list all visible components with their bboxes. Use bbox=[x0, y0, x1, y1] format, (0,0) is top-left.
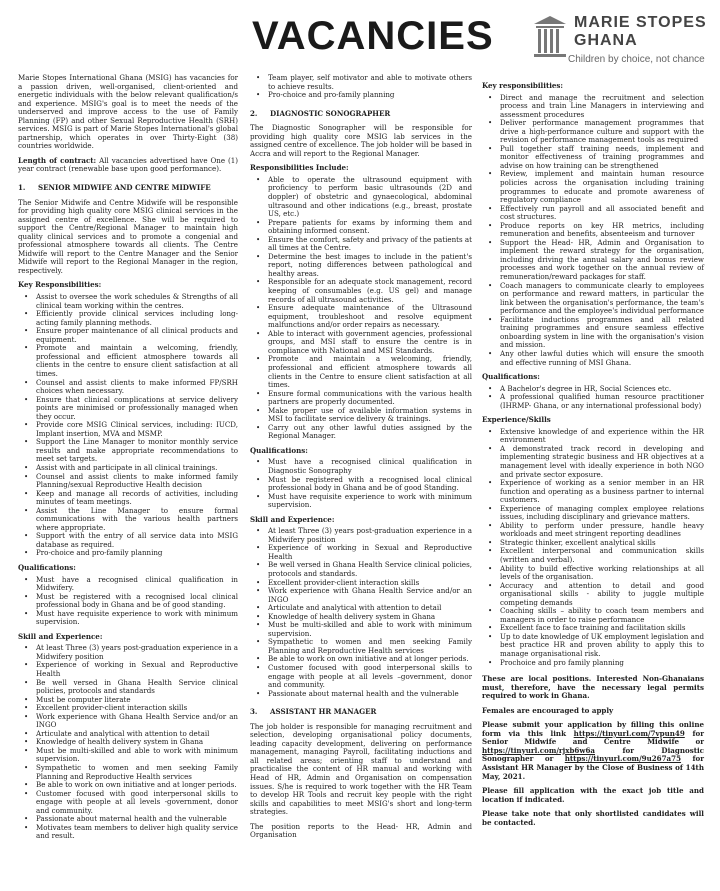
list-item: • Sympathetic to women and men seeking Family Planning and Reproductive Health services bbox=[18, 764, 238, 781]
list-item: • Ensure that clinical complications at service delivery points are minimised or professionally managed when they occur. bbox=[18, 396, 238, 422]
list-item: • Motivates team members to deliver high quality service and result. bbox=[18, 824, 238, 841]
list-item: • Assist the Line Manager to ensure formal communications with the various health partners where appropriate. bbox=[18, 507, 238, 533]
marie-stopes-logo bbox=[534, 10, 714, 70]
section-heading-sonographer: 2. DIAGNOSTIC SONOGRAPHER bbox=[250, 108, 391, 118]
section-heading-assistant-hr: 3. ASSISTANT HR MANAGER bbox=[250, 707, 377, 717]
list-item: • Accuracy and attention to detail and good organisational skills - ability to juggle multiple competing demands bbox=[482, 582, 704, 608]
list-item: • Work experience with Ghana Health Service and/or an INGO bbox=[250, 587, 472, 604]
intro-paragraph: Marie Stopes International Ghana (MSIG) has vacancies for a passion driven, well-organised, client-oriented and energetic individuals with the below relevant qualification/s and experience. MSIG's goal is to meet the needs of the underserved and improve access to the use of Family Planning (FP) and other Sexual Reproductive Health (SRH) services. MSIG is part of Marie Stopes International's global partnership, which operates in over Thirty-Eight (38) countries worldwide. bbox=[18, 73, 238, 151]
list-item: • Prepare patients for exams by informing them and obtaining informed consent. bbox=[250, 219, 472, 236]
list-item: • Up to date knowledge of UK employment legislation and best practice HR and proven ability to apply this to manage organisational risk. bbox=[482, 633, 704, 659]
list-item: • Pro-choice and pro-family planning bbox=[18, 549, 238, 558]
list-item: • Ensure proper maintenance of all clinical products and equipment. bbox=[18, 327, 238, 344]
list-item: • Experience of managing complex employee relations issues, including disciplinary and grievance matters. bbox=[482, 505, 704, 522]
section3-skills bbox=[482, 428, 704, 667]
list-item: • Extensive knowledge of and experience within the HR environment bbox=[482, 428, 704, 445]
list-item: • Must be multi-skilled and able to work with minimum supervision. bbox=[250, 621, 472, 638]
column-middle bbox=[250, 74, 472, 846]
list-item: • Support the Head- HR, Admin and Organisation to implement the reward strategy for the organisation, including driving the annual salary and bonus review processes and work together on the annual review of remuneration/reward packages for staff. bbox=[482, 239, 704, 282]
list-item: • Produce reports on key HR metrics, including remuneration and benefits, absenteeism and turnover bbox=[482, 222, 704, 239]
list-item: • Promote and maintain a welcoming, friendly, professional and efficient atmosphere towards all clients in the Centre to ensure client satisfaction at all times. bbox=[250, 355, 472, 389]
contract-paragraph bbox=[18, 157, 238, 174]
section1-skill-heading: Skill and Experience: bbox=[18, 631, 103, 641]
col2-top-bullets bbox=[250, 74, 472, 100]
section2-skills bbox=[250, 527, 472, 698]
list-item: • Assist to oversee the work schedules & Strengths of all clinical team working within the centres. bbox=[18, 293, 238, 310]
list-item: • Efficiently provide clinical services including long-acting family planning methods. bbox=[18, 310, 238, 327]
list-item: • Pro-choice and pro-family planning bbox=[250, 91, 472, 100]
list-item: • Be able to work on own initiative and at longer periods. bbox=[250, 655, 472, 664]
list-item: • Counsel and assist clients to make informed FP/SRH choices when necessary. bbox=[18, 379, 238, 396]
list-item: • Customer focused with good interpersonal skills to engage with people at all levels –government, donor and community. bbox=[250, 664, 472, 690]
section3-intro: The job holder is responsible for managing recruitment and selection, developing organisational policy documents, leading capacity development, delivering on performance management, managing Payroll, facilitating inductions and all related areas; orienting staff to understand and practicalise the content of HR manual and working with Head of HR, Admin and Organisation on compensation issues. S/he is required to work together with the HR Team to develop HR Tools and recruit key people with the right skills and capabilities to meet MSIG's short and long-term strategies. bbox=[250, 721, 472, 817]
list-item: • Facilitate inductions programmes and all related training programmes and ensure seamless effective onboarding system in line with the organisation's vision and mission. bbox=[482, 316, 704, 350]
section3-reports: The position reports to the Head- HR, Admin and Organisation bbox=[250, 821, 472, 840]
list-item: • Pull together staff training needs, implement and monitor effectiveness of training programmes and advise on how training can be strengthened bbox=[482, 145, 704, 171]
list-item: • Ability to perform under pressure, handle heavy workloads and meet stringent reporting deadlines bbox=[482, 522, 704, 539]
section3-qual-heading: Qualifications: bbox=[482, 372, 540, 382]
section1-responsibilities bbox=[18, 293, 238, 558]
list-item: • Keep and manage all records of activities, including minutes of team meetings. bbox=[18, 490, 238, 507]
section2-qualifications bbox=[250, 458, 472, 509]
section1-qual-heading: Qualifications: bbox=[18, 562, 76, 572]
list-item: • Must be registered with a recognised local clinical professional body in Ghana and be of good Standing. bbox=[250, 476, 472, 493]
section1-qualifications bbox=[18, 576, 238, 627]
page-title: VACANCIES bbox=[252, 14, 494, 58]
logo-name-line1: MARIE STOPES bbox=[574, 14, 707, 31]
list-item: • Be well versed in Ghana Health Service clinical policies, protocols and standards. bbox=[250, 561, 472, 578]
shortlisted-note: Please take note that only shortlisted candidates will be contacted. bbox=[482, 809, 704, 827]
list-item: • Able to interact with government agencies, professional groups, and MSI staff to ensure the centre is in compliance with National and MSI Standards. bbox=[250, 330, 472, 356]
contract-text: All vacancies advertised have One (1) year contract (renewable base upon good performance). bbox=[18, 155, 239, 174]
list-item: • Knowledge of health delivery system in Ghana bbox=[18, 738, 238, 747]
list-item: • Excellent provider-client interaction skills bbox=[250, 579, 472, 588]
link-midwife-form[interactable]: https://tinyurl.com/7vpun49 bbox=[573, 728, 685, 738]
list-item: • Any other lawful duties which will ensure the smooth and effective running of MSI Ghana. bbox=[482, 350, 704, 367]
list-item: • Must have requisite experience to work with minimum supervision. bbox=[250, 493, 472, 510]
list-item: • Passionate about maternal health and the vulnerable bbox=[18, 815, 238, 824]
section2-qual-heading: Qualifications: bbox=[250, 445, 308, 455]
section3-skill-heading: Experience/Skills bbox=[482, 415, 551, 425]
header bbox=[0, 0, 720, 72]
list-item: • Must have a recognised clinical qualification in Diagnostic Sonography bbox=[250, 458, 472, 475]
list-item: • Provide core MSIG Clinical services, including: IUCD, Implant insertion, MVA and MSMP. bbox=[18, 421, 238, 438]
list-item: • Carry out any other lawful duties assigned by the Regional Manager. bbox=[250, 424, 472, 441]
section2-skill-heading: Skill and Experience: bbox=[250, 514, 335, 524]
list-item: • Coach managers to communicate clearly to employees on performance and reward matters, in particular the link between the organisation's performance, the team's performance and the employee's individual performance bbox=[482, 282, 704, 316]
logo-name-line2: GHANA bbox=[574, 32, 638, 49]
section1-intro: The Senior Midwife and Centre Midwife will be responsible for providing high quality core MSIG clinical services in the assigned centre of excellence. She will be required to support the Centre/Regional Manager to maintain high quality clinical services and to promote a congenial and professional atmosphere towards all clients. The Centre Midwife will report to the Centre Manager and the Senior Midwife will report to the Regional Manager in the region, respectively. bbox=[18, 197, 238, 275]
list-item: • Prochoice and pro family planning bbox=[482, 659, 704, 668]
fill-note: Please fill application with the exact job title and location if indicated. bbox=[482, 786, 704, 804]
list-item: • Strategic thinker, excellent analytical skills bbox=[482, 539, 704, 548]
list-item: • At least Three (3) years post-graduation experience in a Midwifery position bbox=[18, 644, 238, 661]
list-item: • Work experience with Ghana Health Service and/or an INGO bbox=[18, 713, 238, 730]
list-item: • Direct and manage the recruitment and selection process and train Line Managers in interviewing and assessment procedures bbox=[482, 94, 704, 120]
column-right bbox=[482, 74, 704, 833]
females-note: Females are encouraged to apply bbox=[482, 705, 614, 715]
local-positions-note: These are local positions. Interested Non-Ghanaians must, therefore, have the necessary legal permits required to work in Ghana. bbox=[482, 674, 704, 701]
section1-skills bbox=[18, 644, 238, 841]
list-item: • Support with the entry of all service data into MSIG database as required. bbox=[18, 532, 238, 549]
list-item: • Be able to work on own initiative and at longer periods. bbox=[18, 781, 238, 790]
list-item: • Must have requisite experience to work with minimum supervision. bbox=[18, 610, 238, 627]
section3-resp-heading: Key responsibilities: bbox=[482, 81, 564, 90]
list-item: • Ensure adequate maintenance of the Ultrasound equipment, troubleshoot and resolve equipment malfunctions and/or order repairs as necessary. bbox=[250, 304, 472, 330]
list-item: • Ensure formal communications with the various health partners are properly documented. bbox=[250, 390, 472, 407]
list-item: • A Bachelor's degree in HR, Social Sciences etc. bbox=[482, 385, 704, 394]
list-item: • Determine the best images to include in the patient's report, noting differences between pathological and healthy areas. bbox=[250, 253, 472, 279]
list-item: • Able to operate the ultrasound equipment with proficiency to perform basic ultrasounds (2D and doppler) of obstetric and gynaecological, abdominal ultrasound and other indications (e.g., breast, prostate US, etc.) bbox=[250, 176, 472, 219]
list-item: • Must be registered with a recognised local clinical professional body in Ghana and be of good standing. bbox=[18, 593, 238, 610]
list-item: • Experience of working as a senior member in an HR function and operating as a business partner to internal customers. bbox=[482, 479, 704, 505]
list-item: • A professional qualified human resource practitioner (IHRMP- Ghana, or any international professional body) bbox=[482, 393, 704, 410]
link-sonographer-form[interactable]: https://tinyurl.com/rjxb6w6a bbox=[482, 745, 595, 755]
list-item: • Support the Line Manager to monitor monthly service results and make appropriate recommendations to meet set targets. bbox=[18, 438, 238, 464]
list-item: • Promote and maintain a welcoming, friendly, professional and efficient atmosphere towards all clients in the centre to ensure client satisfaction at all times. bbox=[18, 344, 238, 378]
list-item: • Must be multi-skilled and able to work with minimum supervision. bbox=[18, 747, 238, 764]
list-item: • Excellent provider-client interaction skills bbox=[18, 704, 238, 713]
list-item: • Excellent face to face training and facilitation skills bbox=[482, 624, 704, 633]
column-left bbox=[18, 74, 238, 845]
list-item: • Articulate and analytical with attention to detail bbox=[250, 604, 472, 613]
list-item: • Effectively run payroll and all associated benefit and cost structures. bbox=[482, 205, 704, 222]
section2-intro: The Diagnostic Sonographer will be responsible for providing high quality core MSIG lab services in the assigned centre of excellence. The job holder will be based in Accra and will report to the Regional Manager. bbox=[250, 123, 472, 158]
list-item: • Team player, self motivator and able to motivate others to achieve results. bbox=[250, 74, 472, 91]
list-item: • Must be computer literate bbox=[18, 696, 238, 705]
list-item: • Assist with and participate in all clinical trainings. bbox=[18, 464, 238, 473]
logo-tagline: Children by choice, not chance bbox=[568, 54, 705, 65]
list-item: • At least Three (3) years post-graduation experience in a Midwifery position bbox=[250, 527, 472, 544]
list-item: • Must have a recognised clinical qualification in Midwifery. bbox=[18, 576, 238, 593]
list-item: • Be well versed in Ghana Health Service clinical policies, protocols and standards bbox=[18, 679, 238, 696]
list-item: • Deliver performance management programmes that drive a high-performance culture and support with the revision of performance management tools as required bbox=[482, 119, 704, 145]
apply-instructions: Please submit your application by filling this online form via this link https://tinyurl.com/7vpun49 for Senior Midwife and Centre Midwife or https://tinyurl.com/rjxb6w6a for Diagnostic Sonographer or https://tinyurl.com/9u267a75 for Assistant HR Manager by the Close of Business of 14th May, 2021. bbox=[482, 720, 704, 781]
list-item: • Coaching skills – ability to coach team members and managers in order to raise performance bbox=[482, 607, 704, 624]
section3-responsibilities bbox=[482, 94, 704, 368]
list-item: • Customer focused with good interpersonal skills to engage with people at all levels -government, donor and community. bbox=[18, 790, 238, 816]
list-item: • Knowledge of health delivery system in Ghana bbox=[250, 613, 472, 622]
list-item: • Experience of working in Sexual and Reproductive Health bbox=[250, 544, 472, 561]
section3-qualifications bbox=[482, 385, 704, 411]
logo-columns-icon bbox=[534, 16, 566, 60]
list-item: • Sympathetic to women and men seeking Family Planning and Reproductive Health services bbox=[250, 638, 472, 655]
list-item: • Review, implement and maintain human resource policies across the organisation including training programmes to educate and promote awareness of regulatory compliance bbox=[482, 170, 704, 204]
section-heading-senior-midwife: 1. SENIOR MIDWIFE AND CENTRE MIDWIFE bbox=[18, 183, 211, 193]
list-item: • Responsible for an adequate stock management, record keeping of consumables (e.g. US gel) and manage records of all ultrasound activities. bbox=[250, 278, 472, 304]
link-hr-manager-form[interactable]: https://tinyurl.com/9u267a75 bbox=[564, 754, 682, 764]
list-item: • Counsel and assist clients to make informed family Planning/sexual Reproductive Health decision bbox=[18, 473, 238, 490]
section1-resp-heading: Key Responsibilities: bbox=[18, 280, 102, 290]
contract-label: Length of contract: bbox=[18, 155, 97, 165]
list-item: • Experience of working in Sexual and Reproductive Health bbox=[18, 661, 238, 678]
list-item: • Make proper use of available information systems in MSI to facilitate service delivery & trainings. bbox=[250, 407, 472, 424]
list-item: • Articulate and analytical with attention to detail bbox=[18, 730, 238, 739]
list-item: • Excellent interpersonal and communication skills (written and verbal). bbox=[482, 547, 704, 564]
list-item: • Ensure the comfort, safety and privacy of the patients at all times at the Centre. bbox=[250, 236, 472, 253]
section2-resp-heading: Responsibilities Include: bbox=[250, 163, 349, 173]
list-item: • Ability to build effective working relationships at all levels of the organisation. bbox=[482, 565, 704, 582]
list-item: • Passionate about maternal health and the vulnerable bbox=[250, 690, 472, 699]
list-item: • A demonstrated track record in developing and implementing strategic business and HR objectives at a management level with ideally experience in both NGO and private sector exposure. bbox=[482, 445, 704, 479]
section2-responsibilities bbox=[250, 176, 472, 441]
